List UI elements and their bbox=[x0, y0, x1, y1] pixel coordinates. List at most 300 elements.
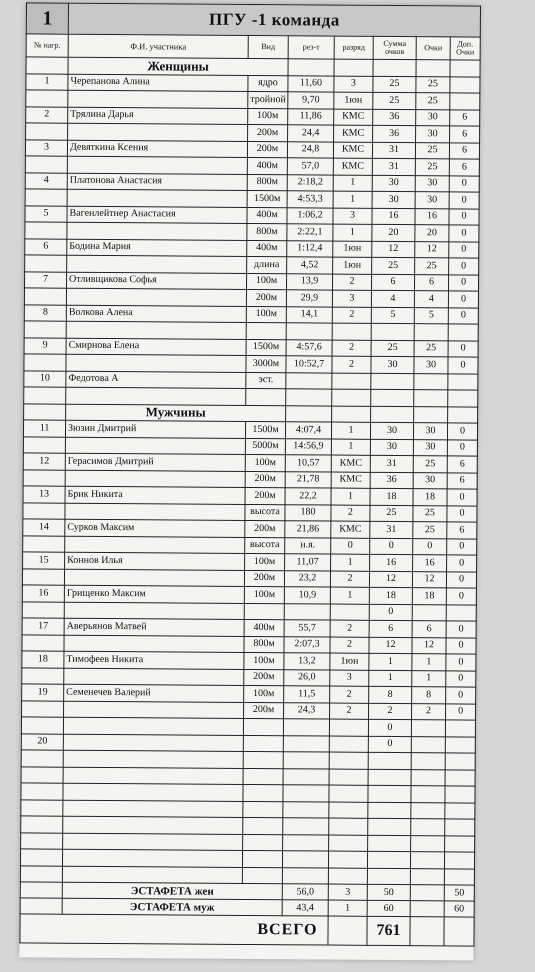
event-cell: 100м bbox=[248, 108, 288, 125]
sheet-number: 1 bbox=[26, 3, 68, 34]
athlete-name-cell bbox=[65, 437, 245, 455]
rank-cell: КМС bbox=[333, 142, 372, 159]
entry-number-cell bbox=[21, 717, 63, 734]
rank-cell: 2 bbox=[331, 505, 370, 522]
bonus-points-cell bbox=[445, 819, 475, 836]
result-cell: 1:06,2 bbox=[287, 207, 333, 224]
rank-cell: 1 bbox=[333, 175, 372, 192]
entry-number-cell bbox=[22, 700, 64, 717]
empty-cell bbox=[410, 901, 444, 917]
entry-number-cell bbox=[21, 816, 63, 833]
entry-number-cell bbox=[24, 288, 66, 305]
bonus-points-cell bbox=[445, 786, 475, 803]
rank-cell bbox=[329, 719, 368, 736]
event-cell: эст. bbox=[246, 372, 286, 389]
result-cell bbox=[284, 603, 330, 620]
rank-cell: 2 bbox=[332, 356, 371, 373]
event-cell: 200м bbox=[248, 124, 288, 141]
athlete-name-cell: Тимофеев Никита bbox=[64, 651, 244, 669]
athlete-name-cell: Отливщикова Софья bbox=[67, 272, 247, 290]
entry-number-cell: 6 bbox=[25, 238, 67, 255]
sum-points-cell: 8 bbox=[369, 686, 412, 703]
athlete-name-cell bbox=[67, 156, 247, 174]
empty-cell bbox=[444, 917, 474, 946]
athlete-name-cell: Коннов Илья bbox=[65, 552, 245, 570]
sum-points-cell bbox=[367, 851, 410, 868]
rank-cell: 3 bbox=[334, 76, 373, 93]
points-cell: 18 bbox=[412, 588, 446, 605]
entry-number-cell bbox=[21, 799, 63, 816]
athlete-name-cell: Грищенко Максим bbox=[64, 585, 244, 603]
relay-men-label: ЭСТАФЕТА муж bbox=[62, 898, 282, 916]
sum-points-cell: 25 bbox=[370, 505, 413, 522]
athlete-name-cell bbox=[63, 800, 243, 818]
athlete-name-cell bbox=[63, 767, 243, 785]
entry-number-cell bbox=[23, 469, 65, 486]
sum-points-cell: 1 bbox=[369, 670, 412, 687]
points-cell: 12 bbox=[412, 571, 446, 588]
athlete-name-cell: Волкова Алена bbox=[66, 305, 246, 323]
points-cell: 16 bbox=[415, 208, 449, 225]
relay-women-dop: 50 bbox=[444, 885, 474, 901]
sum-points-cell: 31 bbox=[372, 158, 415, 175]
athlete-name-cell: Вагенлейтнер Анастасия bbox=[67, 206, 247, 224]
athlete-name-cell: Аверьянов Матвей bbox=[64, 618, 244, 636]
event-cell: 1500м bbox=[245, 421, 285, 438]
event-cell: 200м bbox=[247, 141, 287, 158]
empty-cell bbox=[24, 403, 66, 420]
athlete-name-cell bbox=[68, 123, 248, 141]
points-cell: 12 bbox=[415, 241, 449, 258]
empty-cell bbox=[410, 917, 444, 946]
event-cell: 400м bbox=[247, 240, 287, 257]
rank-cell: 2 bbox=[330, 571, 369, 588]
athlete-name-cell bbox=[64, 635, 244, 653]
entry-number-cell bbox=[23, 436, 65, 453]
event-cell: 800м bbox=[247, 174, 287, 191]
entry-number-cell bbox=[26, 90, 68, 107]
sum-points-cell: 30 bbox=[370, 422, 413, 439]
empty-cell bbox=[328, 916, 367, 945]
points-cell bbox=[411, 802, 445, 819]
bonus-points-cell: 6 bbox=[447, 472, 477, 489]
sum-points-cell: 0 bbox=[369, 604, 412, 621]
athlete-name-cell bbox=[63, 816, 243, 834]
result-cell: 14:56,9 bbox=[285, 438, 331, 455]
entry-number-cell: 12 bbox=[23, 453, 65, 470]
bonus-points-cell: 0 bbox=[449, 175, 479, 192]
sum-points-cell: 31 bbox=[370, 521, 413, 538]
entry-number-cell bbox=[21, 766, 63, 783]
points-cell: 1 bbox=[412, 670, 446, 687]
sum-points-cell: 12 bbox=[372, 241, 415, 258]
entry-number-cell: 2 bbox=[26, 106, 68, 123]
sum-points-cell: 30 bbox=[370, 439, 413, 456]
sum-points-cell: 31 bbox=[370, 455, 413, 472]
points-cell bbox=[411, 736, 445, 753]
entry-number-cell bbox=[25, 156, 67, 173]
empty-cell bbox=[373, 59, 416, 76]
bonus-points-cell bbox=[444, 852, 474, 869]
entry-number-cell: 19 bbox=[22, 684, 64, 701]
event-cell bbox=[243, 817, 283, 834]
event-cell bbox=[243, 834, 283, 851]
entry-number-cell: 5 bbox=[25, 205, 67, 222]
athlete-name-cell: Федотова А bbox=[66, 371, 246, 389]
points-cell bbox=[411, 819, 445, 836]
table-body bbox=[20, 57, 480, 885]
event-cell: 400м bbox=[247, 207, 287, 224]
result-cell bbox=[282, 867, 328, 884]
group-label: Мужчины bbox=[66, 404, 286, 422]
rank-cell: 1 bbox=[331, 439, 370, 456]
bonus-points-cell: 0 bbox=[448, 307, 478, 324]
bonus-points-cell bbox=[444, 868, 474, 885]
bonus-points-cell: 6 bbox=[447, 456, 477, 473]
result-cell: 4:57,6 bbox=[286, 339, 332, 356]
entry-number-cell: 10 bbox=[24, 370, 66, 387]
sum-points-cell: 2 bbox=[369, 703, 412, 720]
sum-points-cell bbox=[368, 835, 411, 852]
entry-number-cell bbox=[25, 189, 67, 206]
empty-cell bbox=[288, 59, 334, 76]
bonus-points-cell: 0 bbox=[448, 291, 478, 308]
result-cell: 55,7 bbox=[284, 620, 330, 637]
rank-cell: КМС bbox=[331, 472, 370, 489]
entry-number-cell bbox=[22, 568, 64, 585]
group-label: Женщины bbox=[68, 57, 288, 75]
points-cell bbox=[410, 852, 444, 869]
athlete-name-cell: Брик Никита bbox=[65, 486, 245, 504]
relay-men-sum: 60 bbox=[367, 900, 410, 916]
rank-cell: 1юн bbox=[330, 653, 369, 670]
rank-cell bbox=[332, 323, 371, 340]
result-cell: 2:07,3 bbox=[284, 636, 330, 653]
empty-cell bbox=[414, 406, 448, 423]
athlete-name-cell: Девяткина Ксения bbox=[67, 140, 247, 158]
sum-points-cell bbox=[371, 389, 414, 406]
result-cell: 23,2 bbox=[284, 570, 330, 587]
sheet-title: ПГУ -1 команда bbox=[68, 3, 480, 37]
event-cell bbox=[246, 388, 286, 405]
sum-points-cell: 6 bbox=[369, 620, 412, 637]
entry-number-cell: 16 bbox=[22, 585, 64, 602]
event-cell: 200м bbox=[244, 669, 284, 686]
rank-cell: 2 bbox=[333, 274, 372, 291]
result-cell bbox=[286, 389, 332, 406]
sum-points-cell: 31 bbox=[372, 142, 415, 159]
event-cell: 400м bbox=[244, 619, 284, 636]
entry-number-cell: 9 bbox=[24, 337, 66, 354]
points-cell bbox=[411, 769, 445, 786]
athlete-name-cell: Сурков Максим bbox=[65, 519, 245, 537]
header-cell: Доп. Очки bbox=[450, 37, 480, 60]
header-cell: Сумма очков bbox=[373, 36, 416, 59]
entry-number-cell: 13 bbox=[23, 486, 65, 503]
bonus-points-cell bbox=[450, 76, 480, 93]
empty-cell bbox=[334, 59, 373, 76]
sum-points-cell: 36 bbox=[373, 109, 416, 126]
sum-points-cell bbox=[371, 373, 414, 390]
bonus-points-cell bbox=[445, 802, 475, 819]
score-sheet bbox=[19, 2, 480, 960]
sum-points-cell: 30 bbox=[371, 356, 414, 373]
empty-cell bbox=[410, 885, 444, 901]
result-cell: 10,9 bbox=[284, 587, 330, 604]
event-cell: высота bbox=[245, 537, 285, 554]
rank-cell: 3 bbox=[330, 670, 369, 687]
points-cell: 25 bbox=[415, 258, 449, 275]
sum-points-cell bbox=[371, 323, 414, 340]
points-cell: 30 bbox=[414, 357, 448, 374]
points-cell: 25 bbox=[416, 93, 450, 110]
bonus-points-cell: 6 bbox=[450, 126, 480, 143]
result-cell bbox=[283, 834, 329, 851]
bonus-points-cell bbox=[448, 324, 478, 341]
bonus-points-cell bbox=[448, 390, 478, 407]
entry-number-cell: 17 bbox=[22, 618, 64, 635]
sum-points-cell bbox=[368, 818, 411, 835]
sum-points-cell: 6 bbox=[372, 274, 415, 291]
rank-cell bbox=[329, 769, 368, 786]
bonus-points-cell bbox=[450, 93, 480, 110]
result-cell: н.я. bbox=[285, 537, 331, 554]
bonus-points-cell: 0 bbox=[449, 258, 479, 275]
result-cell: 14,1 bbox=[286, 306, 332, 323]
bonus-points-cell: 0 bbox=[446, 654, 476, 671]
entry-number-cell bbox=[25, 255, 67, 272]
athlete-name-cell bbox=[63, 717, 243, 735]
title-row bbox=[26, 3, 480, 37]
result-cell: 29,9 bbox=[286, 290, 332, 307]
header-cell: рез-т bbox=[288, 36, 334, 59]
rank-cell: 1 bbox=[331, 488, 370, 505]
event-cell: 200м bbox=[244, 702, 284, 719]
bonus-points-cell: 6 bbox=[449, 159, 479, 176]
event-cell: 5000м bbox=[245, 438, 285, 455]
event-cell: 100м bbox=[245, 553, 285, 570]
rank-cell bbox=[329, 835, 368, 852]
athlete-name-cell bbox=[63, 734, 243, 752]
athlete-name-cell bbox=[67, 255, 247, 273]
entry-number-cell: 8 bbox=[24, 304, 66, 321]
sum-points-cell: 25 bbox=[372, 257, 415, 274]
points-cell: 25 bbox=[413, 456, 447, 473]
points-cell: 1 bbox=[412, 654, 446, 671]
event-cell: тройной bbox=[248, 91, 288, 108]
relay-men-dop: 60 bbox=[444, 901, 474, 917]
sum-points-cell: 18 bbox=[369, 587, 412, 604]
rank-cell bbox=[332, 373, 371, 390]
sum-points-cell bbox=[368, 785, 411, 802]
rank-cell: 2 bbox=[330, 686, 369, 703]
bonus-points-cell: 0 bbox=[448, 340, 478, 357]
points-cell bbox=[411, 753, 445, 770]
entry-number-cell: 1 bbox=[26, 73, 68, 90]
athlete-name-cell bbox=[64, 569, 244, 587]
result-cell: 21,78 bbox=[285, 471, 331, 488]
sum-points-cell: 12 bbox=[369, 637, 412, 654]
event-cell bbox=[243, 718, 283, 735]
results-table bbox=[19, 2, 481, 946]
entry-number-cell bbox=[21, 832, 63, 849]
result-cell bbox=[283, 818, 329, 835]
athlete-name-cell bbox=[63, 783, 243, 801]
result-cell: 26,0 bbox=[284, 669, 330, 686]
athlete-name-cell: Трялина Дарья bbox=[68, 107, 248, 125]
points-cell: 25 bbox=[416, 76, 450, 93]
empty-cell bbox=[332, 406, 371, 423]
event-cell bbox=[243, 768, 283, 785]
relay-men-rank: 1 bbox=[328, 900, 367, 916]
rank-cell: 1юн bbox=[333, 257, 372, 274]
points-cell bbox=[414, 324, 448, 341]
entry-number-cell bbox=[24, 354, 66, 371]
result-cell: 180 bbox=[285, 504, 331, 521]
athlete-name-cell: Смирнова Елена bbox=[66, 338, 246, 356]
athlete-name-cell bbox=[64, 701, 244, 719]
result-cell: 2:18,2 bbox=[287, 174, 333, 191]
points-cell: 4 bbox=[414, 291, 448, 308]
bonus-points-cell bbox=[445, 753, 475, 770]
result-cell: 11,60 bbox=[288, 75, 334, 92]
result-cell: 24,8 bbox=[287, 141, 333, 158]
entry-number-cell bbox=[20, 865, 62, 882]
rank-cell: 1 bbox=[333, 191, 372, 208]
event-cell: длина bbox=[247, 256, 287, 273]
relay-women-result: 56,0 bbox=[282, 884, 328, 900]
entry-number-cell: 7 bbox=[25, 271, 67, 288]
result-cell: 10:52,7 bbox=[286, 356, 332, 373]
rank-cell bbox=[332, 389, 371, 406]
relay-men-result: 43,4 bbox=[282, 900, 328, 916]
sum-points-cell: 36 bbox=[370, 472, 413, 489]
empty-cell bbox=[20, 898, 62, 914]
points-cell: 30 bbox=[415, 192, 449, 209]
athlete-name-cell: Семенечев Валерий bbox=[64, 684, 244, 702]
rank-cell bbox=[329, 736, 368, 753]
result-cell: 1:12,4 bbox=[287, 240, 333, 257]
result-cell: 57,0 bbox=[287, 158, 333, 175]
points-cell: 0 bbox=[413, 538, 447, 555]
event-cell bbox=[243, 751, 283, 768]
rank-cell: 2 bbox=[330, 620, 369, 637]
sum-points-cell: 30 bbox=[372, 175, 415, 192]
rank-cell: 2 bbox=[330, 703, 369, 720]
athlete-name-cell bbox=[64, 668, 244, 686]
points-cell: 6 bbox=[415, 274, 449, 291]
bonus-points-cell bbox=[446, 604, 476, 621]
entry-number-cell bbox=[24, 321, 66, 338]
event-cell bbox=[243, 801, 283, 818]
relay-women-rank: 3 bbox=[328, 884, 367, 900]
bonus-points-cell: 0 bbox=[447, 538, 477, 555]
bonus-points-cell: 0 bbox=[449, 225, 479, 242]
entry-number-cell bbox=[25, 222, 67, 239]
rank-cell bbox=[328, 851, 367, 868]
athlete-name-cell bbox=[62, 849, 242, 867]
points-cell: 6 bbox=[412, 621, 446, 638]
sum-points-cell bbox=[368, 752, 411, 769]
bonus-points-cell: 0 bbox=[447, 423, 477, 440]
entry-number-cell bbox=[22, 667, 64, 684]
athlete-name-cell: Бодина Мария bbox=[67, 239, 247, 257]
bonus-points-cell: 6 bbox=[447, 522, 477, 539]
event-cell: 400м bbox=[247, 157, 287, 174]
bonus-points-cell: 0 bbox=[446, 571, 476, 588]
sum-points-cell: 0 bbox=[368, 719, 411, 736]
event-cell: 200м bbox=[245, 487, 285, 504]
entry-number-cell: 11 bbox=[23, 420, 65, 437]
bonus-points-cell: 6 bbox=[449, 142, 479, 159]
entry-number-cell: 3 bbox=[25, 139, 67, 156]
event-cell: 1500м bbox=[246, 339, 286, 356]
points-cell bbox=[414, 390, 448, 407]
event-cell: 200м bbox=[245, 471, 285, 488]
rank-cell: 1 bbox=[331, 422, 370, 439]
result-cell: 24,3 bbox=[284, 702, 330, 719]
sum-points-cell: 16 bbox=[370, 554, 413, 571]
rank-cell: 2 bbox=[332, 340, 371, 357]
athlete-name-cell bbox=[65, 503, 245, 521]
event-cell: ядро bbox=[248, 75, 288, 92]
event-cell: 100м bbox=[244, 586, 284, 603]
athlete-name-cell bbox=[66, 354, 246, 372]
bonus-points-cell: 0 bbox=[449, 241, 479, 258]
points-cell: 25 bbox=[415, 159, 449, 176]
bonus-points-cell bbox=[445, 720, 475, 737]
result-cell bbox=[283, 752, 329, 769]
athlete-name-cell bbox=[68, 90, 248, 108]
entry-number-cell bbox=[24, 387, 66, 404]
bonus-points-cell: 6 bbox=[450, 109, 480, 126]
points-cell: 30 bbox=[416, 126, 450, 143]
header-cell: Очки bbox=[416, 37, 450, 60]
points-cell bbox=[412, 604, 446, 621]
result-cell: 13,9 bbox=[287, 273, 333, 290]
entry-number-cell bbox=[23, 535, 65, 552]
points-cell: 16 bbox=[413, 555, 447, 572]
empty-cell bbox=[20, 882, 62, 898]
sum-points-cell: 4 bbox=[371, 290, 414, 307]
rank-cell: 1 bbox=[331, 554, 370, 571]
sum-points-cell: 20 bbox=[372, 224, 415, 241]
rank-cell: КМС bbox=[334, 125, 373, 142]
points-cell: 25 bbox=[414, 340, 448, 357]
points-cell: 12 bbox=[412, 637, 446, 654]
points-cell: 20 bbox=[415, 225, 449, 242]
event-cell bbox=[243, 784, 283, 801]
points-cell bbox=[411, 720, 445, 737]
result-cell: 11,5 bbox=[284, 686, 330, 703]
points-cell: 25 bbox=[415, 142, 449, 159]
result-cell: 11,07 bbox=[285, 554, 331, 571]
event-cell: 100м bbox=[245, 454, 285, 471]
empty-cell bbox=[286, 405, 332, 422]
event-cell bbox=[243, 735, 283, 752]
points-cell: 8 bbox=[412, 687, 446, 704]
rank-cell bbox=[328, 868, 367, 885]
entry-number-cell bbox=[21, 750, 63, 767]
points-cell: 30 bbox=[413, 472, 447, 489]
points-cell bbox=[411, 786, 445, 803]
bonus-points-cell: 0 bbox=[446, 588, 476, 605]
entry-number-cell: 20 bbox=[21, 733, 63, 750]
empty-cell bbox=[371, 406, 414, 423]
bonus-points-cell bbox=[445, 835, 475, 852]
entry-number-cell bbox=[22, 634, 64, 651]
bonus-points-cell: 0 bbox=[449, 208, 479, 225]
